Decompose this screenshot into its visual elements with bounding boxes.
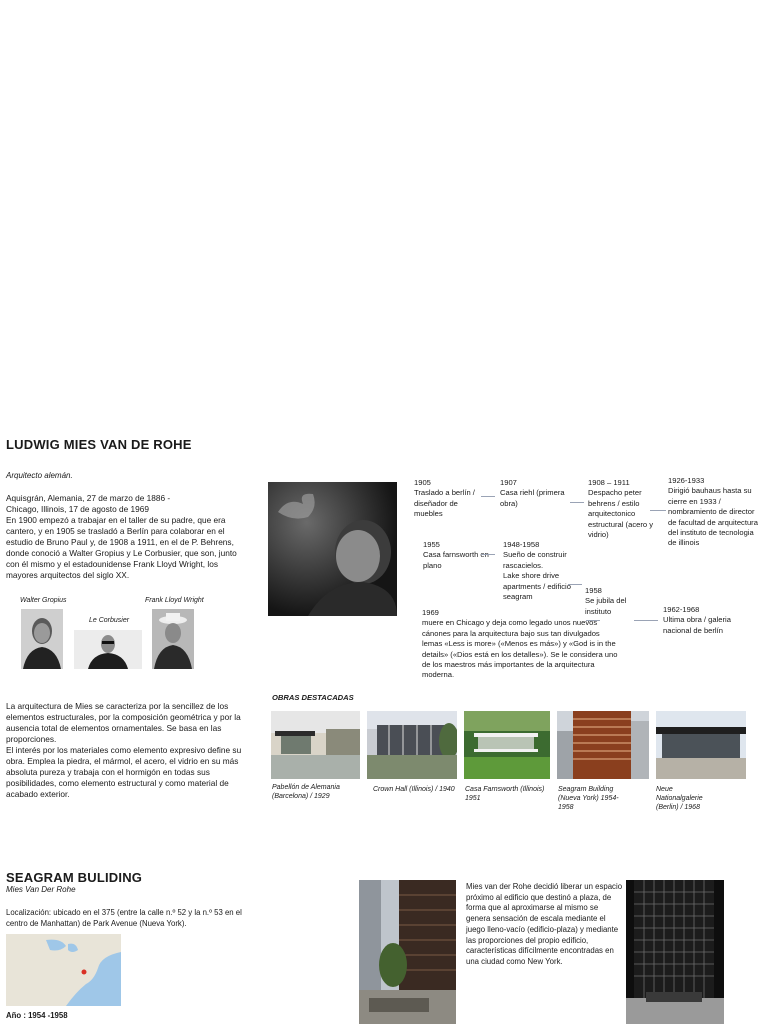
seagram-facade-image [626,880,724,1024]
timeline-1955: 1955 Casa farnsworth en plano [423,540,489,570]
portrait-caption: Walter Gropius [20,597,67,604]
seagram-subtitle: Mies Van Der Rohe [6,885,76,894]
obra-caption: Neue Nationalgalerie (Berlin) / 1968 [656,786,703,811]
mies-portrait-photo [268,482,397,616]
timeline-connector [570,502,584,503]
timeline-connector [481,496,495,497]
timeline-1908-1911: 1908 – 1911 Despacho peter behrens / estilo arquitectonico estructural (acero y vidrio) [588,478,653,540]
seagram-location: Localización: ubicado en el 375 (entre la calle n.º 52 y la n.º 53 en el centro de Manhattan) de Park Avenue (Nueva York). [6,908,242,928]
page-title: LUDWIG MIES VAN DE ROHE [6,437,192,452]
portrait-caption: Le Corbusier [89,617,130,624]
bio-text: Aquisgrán, Alemania, 27 de marzo de 1886 - Chicago, Illinois, 17 de agosto de 1969 En 1900 empezó a trabajar en el taller de su padre, que era cantero, y en 1905 se trasladó a Berlín para colaborar en el estudio de Bruno Paul y, de 1908 a 1911, en el de P. Behrens, donde conoció a Walter Gropius y Le Corbusier, que son, junto con él mismo y el estadounidense Frank Lloyd Wright, los mayores arquitectos del siglo XX. [6,493,237,580]
location-map [6,934,121,1006]
obra-pabellon-image [271,711,360,779]
obras-heading: OBRAS DESTACADAS [272,693,354,702]
timeline-connector [481,554,495,555]
obra-caption: Crown Hall (Illinois) / 1940 [373,786,455,793]
portrait-caption: Frank Lloyd Wright [145,597,204,604]
seagram-plaza-image [359,880,456,1024]
timeline-1926-1933: 1926-1933 Dirigió bauhaus hasta su cierre en 1933 / nombramiento de director de facultad de arquitectura del instituto de tecnologia de illinois [668,476,758,548]
obra-nationalgalerie-image [656,711,746,779]
obra-caption: Pabellón de Alemania (Barcelona) / 1929 [272,784,340,800]
subtitle: Arquitecto alemán. [6,471,73,480]
obra-caption: Casa Farnsworth (Illinois) 1951 [465,786,545,802]
timeline-connector [586,620,600,621]
obra-farnsworth-image [464,711,550,779]
seagram-year: Año : 1954 -1958 [6,1011,68,1020]
timeline-1905: 1905 Traslado a berlín / diseñador de muebles [414,478,475,519]
timeline-1969: 1969 muere en Chicago y deja como legado unos nuevos cánones para la arquitectura bajo sus tan divulgados lemas «Less is more» («Menos es más») y «God is in the details» («Dios está en los detalles»). Se le considera uno de los maestros más importantes de la arquitectura moderna. [422,608,618,680]
obra-seagram-image [557,711,649,779]
obra-caption: Seagram Building (Nueva York) 1954-1958 [558,786,619,811]
timeline-connector [568,584,582,585]
timeline-1962-1968: 1962-1968 Ultima obra / galeria nacional de berlín [663,605,731,635]
description-text: La arquitectura de Mies se caracteriza por la sencillez de los elementos estructurales, por la composición geométrica y por la ausencia total de elementos ornamentales. Se basa en las proporciones. El interés por los materiales como elemento expresivo define su obra. Emplea la piedra, el mármol, el acero, el vidrio en su más absoluta pureza y trabaja con el hormigón en todas sus posibilidades, como elemento estructural y como material de acabado exterior. [6,701,242,799]
seagram-title: SEAGRAM BULIDING [6,870,143,885]
portrait-wright [152,609,194,669]
timeline-1958: 1958 Se jubila del instituto [585,586,627,616]
seagram-text: Mies van der Rohe decidió liberar un espacio próximo al edificio que destinó a plaza, de forma que al aproximarse al mismo se genera sensación de escala mediante el juego lleno-vacío (edificio-plaza) y mediante las proporciones del propio edificio, características difícilmente encontradas en una ciudad como New York. [466,882,623,966]
timeline-connector [650,510,666,511]
timeline-1948-1958: 1948-1958 Sueño de construir rascacielos. Lake shore drive apartments / edificio seagram [503,540,571,602]
timeline-connector [634,620,658,621]
obra-crown-hall-image [367,711,457,779]
portrait-gropius [21,609,63,669]
portrait-le-corbusier [74,630,142,669]
timeline-1907: 1907 Casa riehl (primera obra) [500,478,565,508]
